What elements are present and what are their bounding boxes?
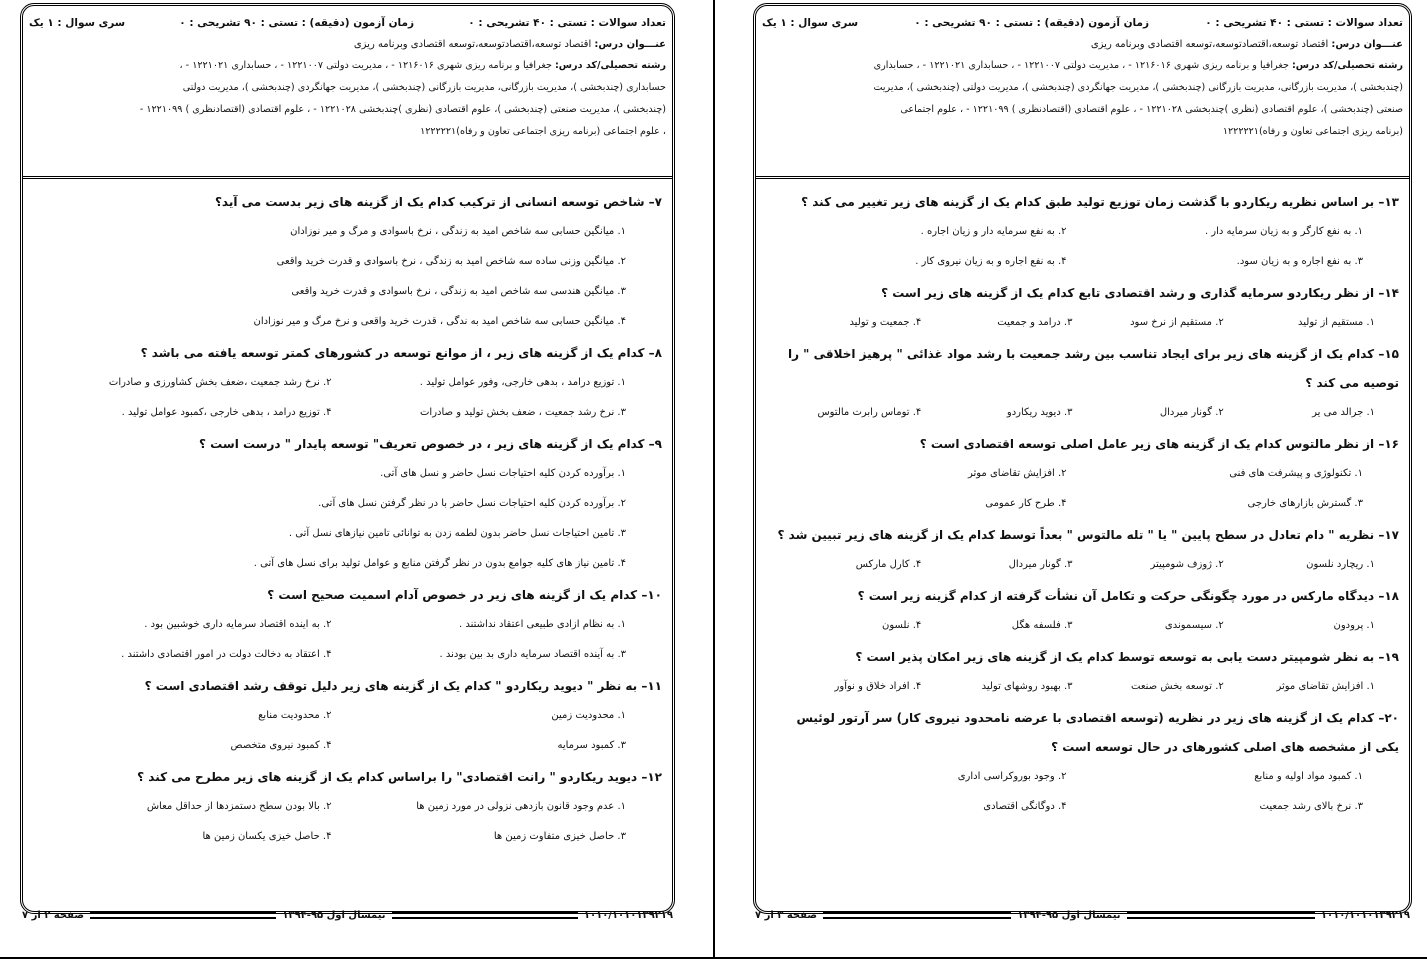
answer-options	[37, 701, 662, 761]
answer-options	[770, 308, 1399, 338]
exam-header	[762, 12, 1403, 176]
answer-option: ۲. افزایش تقاضای موثر	[967, 468, 1067, 479]
answer-options	[37, 459, 662, 579]
question-count: تعداد سوالات : تستی : ۴۰ تشریحی : ۰	[468, 17, 666, 29]
answer-option: ۴. کمبود نیروی متخصص	[230, 740, 332, 751]
question-text: ۷– شاخص توسعه انسانی از ترکیب کدام یک از گزینه های زیر بدست می آید؟	[214, 195, 662, 209]
answer-option: ۳. فلسفه هگل	[1011, 620, 1073, 631]
page-frame	[753, 3, 1412, 914]
answer-option: ۳. به نفع اجاره و به زیان سود.	[1236, 256, 1363, 267]
answer-option: ۱. میانگین حسابی سه شاخص امید به زندگی ، نرخ باسوادی و مرگ و میر نوزادان	[290, 226, 626, 237]
answer-option: ۱. عدم وجود قانون بازدهی نزولی در مورد زمین ها	[416, 801, 626, 812]
question-text: ۱۶– از نظر مالتوس کدام یک از گزینه های زیر عامل اصلی توسعه اقتصادی است ؟	[919, 437, 1399, 451]
answer-option: ۲. محدودیت منابع	[258, 710, 332, 721]
answer-option: ۲. مستقیم از نرخ سود	[1130, 317, 1224, 328]
question-text: ۱۹– به نظر شومپیتر دست یابی به توسعه توسط کدام یک از گزینه های زیر امکان پذیر است ؟	[855, 650, 1399, 664]
question-text: ۱۱– به نظر " دیوید ریکاردو " کدام یک از گزینه های زیر دلیل توقف رشد اقتصادی است ؟	[144, 679, 662, 693]
answer-option: ۲. ژوزف شومپیتر	[1150, 559, 1224, 570]
footer-code: ۱۰۱۰/۱۰۱۰۱۳۹۲۱۹	[583, 909, 673, 921]
answer-options	[770, 672, 1399, 702]
answer-option: ۴. جمعیت و تولید	[849, 317, 922, 328]
answer-option: ۴. اعتقاد به دخالت دولت در امور اقتصادی داشتند .	[121, 649, 332, 660]
answer-option: ۴. میانگین حسابی سه شاخص امید به ندگی ، قدرت خرید واقعی و نرخ مرگ و میر نوزادان	[253, 316, 626, 327]
page-footer	[22, 908, 673, 922]
answer-option: ۴. افراد خلاق و نوآور	[834, 681, 922, 692]
answer-options	[37, 610, 662, 670]
question-text: ۱۳– بر اساس نظریه ریکاردو با گذشت زمان توزیع تولید طبق کدام یک از گزینه های زیر تغییر می کند ؟	[801, 195, 1399, 209]
question-text: ۱۸– دیدگاه مارکس در مورد چگونگی حرکت و تکامل آن نشأت گرفته از کدام گزینه زیر است ؟	[857, 589, 1399, 603]
exam-time: زمان آزمون (دقیقه) : تستی : ۹۰ تشریحی : ۰	[914, 17, 1150, 29]
question-count: تعداد سوالات : تستی : ۴۰ تشریحی : ۰	[1205, 17, 1403, 29]
answer-option: ۳. تامین احتیاجات نسل حاضر بدون لطمه زدن به توانائی تامین نیازهای نسل آتی .	[288, 528, 626, 539]
question-text: ۱۵– کدام یک از گزینه های زیر برای ایجاد تناسب بین رشد جمعیت با رشد مواد غذائی " پرهیز اخلاقی " را توصیه می کند ؟	[787, 347, 1399, 390]
question-text: ۸– کدام یک از گزینه های زیر ، از موانع توسعه در کشورهای کمتر توسعه یافته می باشد ؟	[140, 346, 662, 360]
answer-option: ۱. به نفع کارگر و به زیان سرمایه دار .	[1204, 226, 1363, 237]
course-title: عنـــوان درس: اقتصاد توسعه،اقتصادتوسعه،توسعه اقتصادی وبرنامه ریزی	[1090, 39, 1403, 50]
answer-option: ۲. بالا بودن سطح دستمزدها از حداقل معاش	[146, 801, 332, 812]
answer-option: ۱. افزایش تقاضای موثر	[1276, 681, 1375, 692]
question-text: ۱۴– از نظر ریکاردو سرمایه گذاری و رشد اقتصادی تابع کدام یک از گزینه های زیر است ؟	[881, 286, 1399, 300]
answer-option: ۱. کمبود مواد اولیه و منابع	[1254, 771, 1363, 782]
field-code: رشته تحصیلی/کد درس: جغرافیا و برنامه ریزی شهری ۱۲۱۶۰۱۶ - ، مدیریت دولتی ۱۲۲۱۰۰۷ - ، حسابداری ۱۲۲۱۰۲۱ - ، حسابداری (چندبخشی )، مدیریت بازرگانی، مدیریت بازرگانی (چندبخشی )، مدیریت جهانگردی (چندبخشی )، مدیریت دولتی (چندبخشی )، مدیریت صنعتی (چندبخشی )، علوم اقتصادی (نظری )چندبخشی ۱۲۲۱۰۲۸ - ، علوم اقتصادی (اقتصادنظری ) ۱۲۲۱۰۹۹ - ، علوم اجتماعی (برنامه ریزی اجتماعی تعاون و رفاه)۱۲۲۲۲۲۱	[873, 60, 1403, 137]
answer-option: ۳. دیوید ریکاردو	[1006, 407, 1073, 418]
answer-option: ۱. ریچارد نلسون	[1306, 559, 1375, 570]
answer-option: ۴. توماس رابرت مالتوس	[817, 407, 922, 418]
exam-time: زمان آزمون (دقیقه) : تستی : ۹۰ تشریحی : ۰	[179, 17, 415, 29]
answer-option: ۴. توزیع درامد ، بدهی خارجی ،کمبود عوامل تولید .	[121, 407, 332, 418]
question-text: ۱۷– نظریه " دام تعادل در سطح پایین " یا " تله مالتوس " بعداً توسط کدام یک از گزینه های زیر تبیین شد ؟	[777, 528, 1399, 542]
page-frame	[20, 3, 675, 914]
answer-option: ۲. میانگین وزنی ساده سه شاخص امید به زندگی ، نرخ باسوادی و قدرت خرید واقعی	[276, 256, 626, 267]
answer-option: ۴. به نفع اجاره و به زیان نیروی کار .	[915, 256, 1067, 267]
page-footer	[755, 908, 1410, 922]
exam-header	[29, 12, 666, 176]
header-info-row	[762, 12, 1403, 34]
answer-option: ۲. توسعه بخش صنعت	[1131, 681, 1224, 692]
answer-option: ۲. وجود بوروکراسی اداری	[957, 771, 1067, 782]
answer-options	[37, 792, 662, 852]
answer-option: ۳. گونار میردال	[1008, 559, 1073, 570]
footer-term: نیمسال اول ۹۵-۱۳۹۴	[1017, 909, 1121, 921]
header-separator	[756, 176, 1409, 179]
answer-option: ۱. برآورده کردن کلیه احتیاجات نسل حاضر و نسل های آتی.	[380, 468, 626, 479]
answer-option: ۳. گسترش بازارهای خارجی	[1247, 498, 1363, 509]
answer-options	[37, 368, 662, 428]
answer-option: ۱. توزیع درامد ، بدهی خارجی، وفور عوامل تولید .	[419, 377, 626, 388]
answer-option: ۱. پرودون	[1333, 620, 1375, 631]
footer-term: نیمسال اول ۹۵-۱۳۹۴	[282, 909, 386, 921]
answer-option: ۲. سیسموندی	[1164, 620, 1224, 631]
questions-area	[37, 186, 662, 852]
answer-option: ۲. برآورده کردن کلیه احتیاجات نسل حاضر با در نظر گرفتن نسل های آتی.	[318, 498, 626, 509]
answer-options	[37, 217, 662, 337]
question-text: ۱۰– کدام یک از گزینه های زیر در خصوص آدام اسمیت صحیح است ؟	[267, 588, 662, 602]
answer-option: ۴. حاصل خیزی یکسان زمین ها	[202, 831, 332, 842]
question-text: ۲۰– کدام یک از گزینه های زیر در نظریه (توسعه اقتصادی با عرضه نامحدود نیروی کار) سر آرتور لوئیس یکی از مشخصه های اصلی کشورهای در حال توسعه است ؟	[796, 711, 1399, 754]
answer-option: ۴. طرح کار عمومی	[985, 498, 1067, 509]
footer-code: ۱۰۱۰/۱۰۱۰۱۳۹۲۱۹	[1320, 909, 1410, 921]
course-title: عنـــوان درس: اقتصاد توسعه،اقتصادتوسعه،توسعه اقتصادی وبرنامه ریزی	[353, 39, 666, 50]
answer-option: ۱. تکنولوژی و پیشرفت های فنی	[1229, 468, 1363, 479]
answer-option: ۴. دوگانگی اقتصادی	[983, 801, 1067, 812]
footer-page-number: صفحه ۲ از ۷	[22, 909, 84, 921]
answer-option: ۱. جرالد می یر	[1312, 407, 1375, 418]
answer-option: ۳. درامد و جمعیت	[997, 317, 1073, 328]
header-info-row	[29, 12, 666, 34]
answer-option: ۴. نلسون	[881, 620, 922, 631]
answer-options	[770, 762, 1399, 822]
answer-options	[770, 459, 1399, 519]
answer-option: ۲. به نفع سرمایه دار و زیان اجاره .	[920, 226, 1067, 237]
question-text: ۹– کدام یک از گزینه های زیر ، در خصوص تعریف" توسعه پایدار " درست است ؟	[199, 437, 662, 451]
answer-option: ۲. به اینده اقتصاد سرمایه داری خوشبین بود .	[144, 619, 332, 630]
answer-option: ۳. نرخ رشد جمعیت ، ضعف بخش تولید و صادرات	[420, 407, 626, 418]
answer-options	[770, 217, 1399, 277]
answer-option: ۳. به آینده اقتصاد سرمایه داری بد بین بودند .	[439, 649, 626, 660]
answer-option: ۱. مستقیم از تولید	[1298, 317, 1375, 328]
question-series: سری سوال : ۱ یک	[29, 17, 126, 29]
footer-page-number: صفحه ۳ از ۷	[755, 909, 817, 921]
answer-option: ۳. نرخ بالای رشد جمعیت	[1259, 801, 1363, 812]
answer-option: ۳. کمبود سرمایه	[557, 740, 626, 751]
answer-option: ۱. به نظام ازادی طبیعی اعتقاد نداشتند .	[459, 619, 626, 630]
answer-options	[770, 611, 1399, 641]
questions-area	[770, 186, 1399, 822]
answer-options	[770, 550, 1399, 580]
answer-option: ۴. کارل مارکس	[855, 559, 922, 570]
answer-option: ۳. میانگین هندسی سه شاخص امید به زندگی ، نرخ باسوادی و قدرت خرید واقعی	[291, 286, 626, 297]
answer-option: ۳. حاصل خیزی متفاوت زمین ها	[493, 831, 626, 842]
exam-page-left	[0, 0, 713, 957]
answer-options	[770, 398, 1399, 428]
answer-option: ۲. گونار میردال	[1159, 407, 1224, 418]
answer-option: ۱. محدودیت زمین	[551, 710, 626, 721]
answer-option: ۳. بهبود روشهای تولید	[981, 681, 1073, 692]
exam-page-right	[715, 0, 1427, 957]
field-code: رشته تحصیلی/کد درس: جغرافیا و برنامه ریزی شهری ۱۲۱۶۰۱۶ - ، مدیریت دولتی ۱۲۲۱۰۰۷ - ، حسابداری ۱۲۲۱۰۲۱ - ، حسابداری (چندبخشی )، مدیریت بازرگانی، مدیریت بازرگانی (چندبخشی )، مدیریت جهانگردی (چندبخشی )، مدیریت دولتی (چندبخشی )، مدیریت صنعتی (چندبخشی )، علوم اقتصادی (نظری )چندبخشی ۱۲۲۱۰۲۸ - ، علوم اقتصادی (اقتصادنظری ) ۱۲۲۱۰۹۹ - ، علوم اجتماعی (برنامه ریزی اجتماعی تعاون و رفاه)۱۲۲۲۲۲۱	[139, 60, 666, 137]
answer-option: ۴. تامین نیاز های کلیه جوامع بدون در نظر گرفتن منابع و عوامل تولید برای نسل های آتی .	[253, 558, 626, 569]
question-series: سری سوال : ۱ یک	[762, 17, 859, 29]
question-text: ۱۲– دیوید ریکاردو " رانت اقتصادی" را براساس کدام یک از گزینه های زیر مطرح می کند ؟	[137, 770, 662, 784]
header-separator	[23, 176, 672, 179]
answer-option: ۲. نرخ رشد جمعیت ،ضعف بخش کشاورزی و صادرات	[108, 377, 332, 388]
